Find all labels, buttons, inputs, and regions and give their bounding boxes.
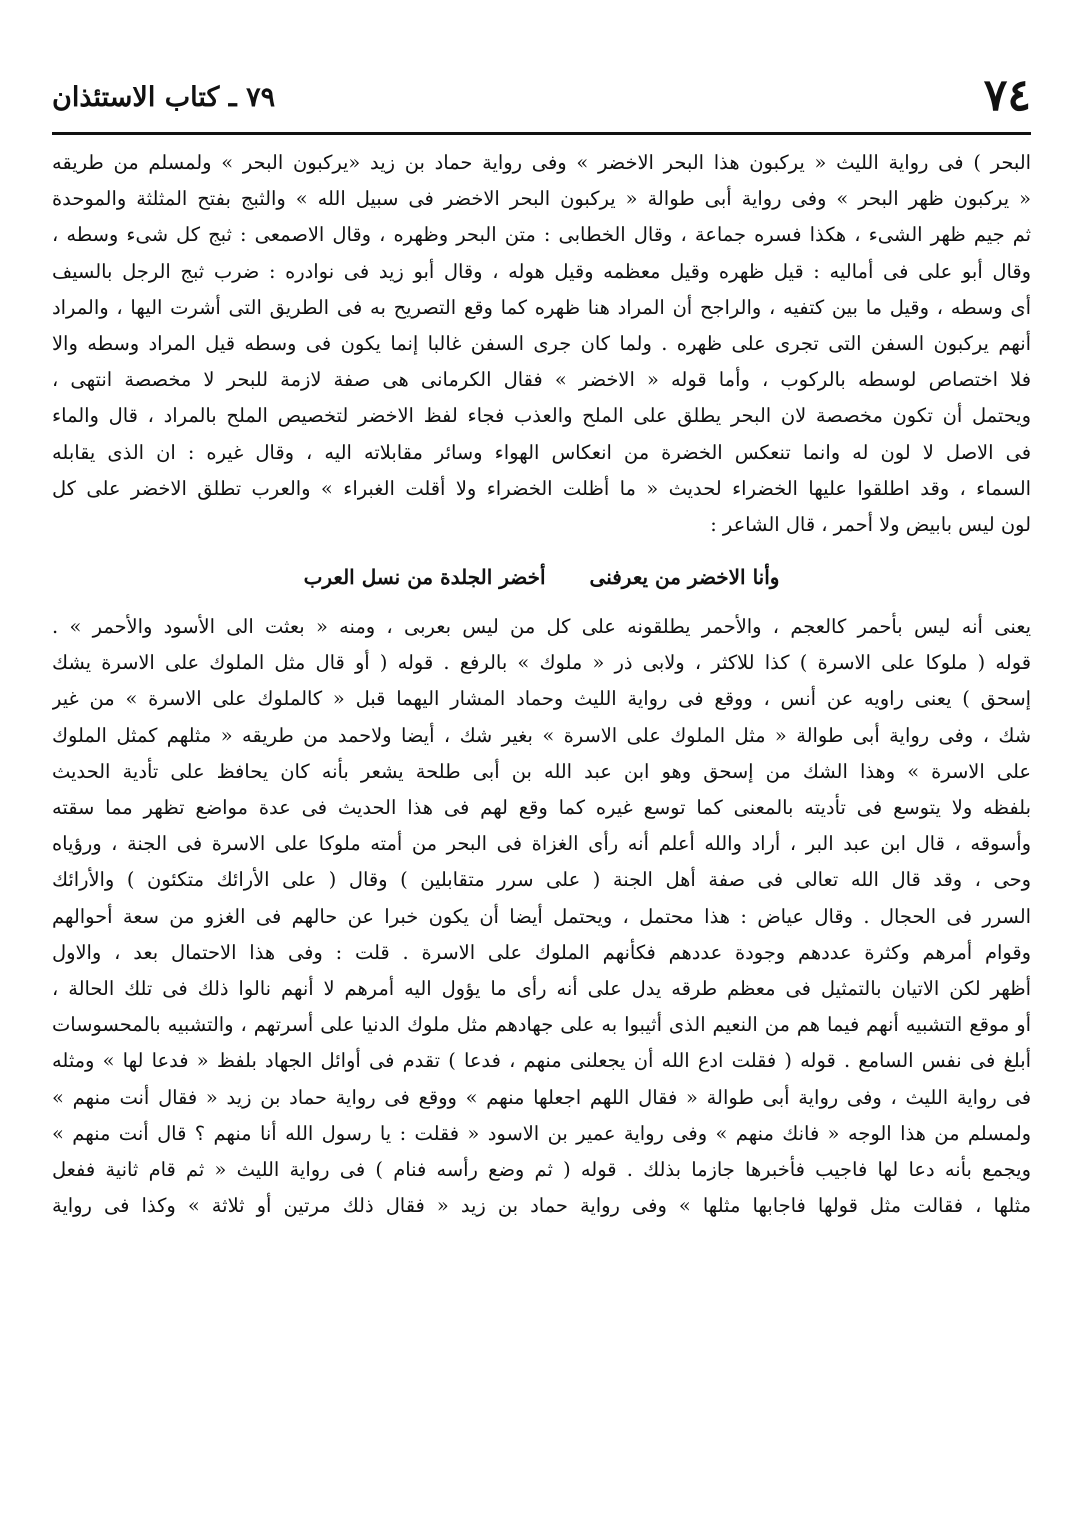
page-number: ٧٤ (983, 70, 1031, 121)
text-line: ويحتمل أن تكون مخصصة لان البحر يطلق على الملح والعذب فجاء لفظ الاخضر لتخصيص الملح بالمراد ، قال والماء (52, 404, 1031, 428)
page-header (52, 70, 1031, 135)
text-line: لون ليس بابيض ولا أحمر ، قال الشاعر : (710, 512, 1031, 536)
text-line: السرر فى الحجال . وقال عياض : هذا محتمل ، ويحتمل أيضا أن يكون خبرا عن حالهم فى الغزو من سعة أحوالهم (52, 904, 1031, 928)
text-line: وأسوقه ، قال ابن عبد البر ، أراد والله أعلم أنه رأى الغزاة فى البحر من أمته ملوكا على الاسرة فى الجنة ، ورؤياه (52, 832, 1031, 856)
text-line: السماء ، وقد اطلقوا عليها الخضراء لحديث « ما أظلت الخضراء ولا أقلت الغبراء » والعرب تطلق الاخضر على كل (52, 476, 1031, 500)
text-line: على الاسرة » وهذا الشك من إسحق وهو ابن عبد الله بن أبى طلحة يشعر بأنه كان يحافظ على تأدية الحديث (52, 759, 1031, 783)
poetry-verse (52, 559, 1031, 595)
text-line: فى رواية الليث ، وفى رواية أبى طوالة « فقال اللهم اجعلها منهم » ووقع فى رواية حماد بن زيد « فقال أنت منهم » (52, 1085, 1031, 1109)
text-line: شك ، وفى رواية أبى طوالة « مثل الملوك على الاسرة » بغير شك ، أيضا ولاحمد من طريقه « مثلهم كمثل الملوك (52, 723, 1031, 747)
text-line: إسحق ) يعنى راويه عن أنس ، ووقع فى رواية الليث وحماد المشار اليهما قبل « كالملوك على الاسرة » من غير (52, 687, 1031, 711)
commentary-paragraph-1 (52, 145, 1031, 543)
verse-hemistich-first: وأنا الاخضر من يعرفنى (589, 565, 780, 590)
text-line: فلا اختصاص لوسطه بالركوب ، وأما قوله « الاخضر » فقال الكرمانى هى صفة لازمة للبحر لا مخصصة انتهى ، (52, 368, 1031, 392)
text-line: وحى ، وقد قال الله تعالى فى صفة أهل الجنة ( على سرر متقابلين ) وقال ( على الأرائك متكئون ) والأرائك (52, 868, 1031, 892)
running-title: ٧٩ ـ كتاب الاستئذان (52, 82, 276, 113)
text-line: بلفظه ولا يتوسع فى تأديته بالمعنى كما توسع غيره كما وقع لهم فى هذا الحديث فى عدة مواضع تظهر مما سقته (52, 796, 1031, 819)
commentary-paragraph-2 (52, 609, 1031, 1224)
text-line: ويجمع بأنه دعا لها فاجيب فأخبرها جازما بذلك . قوله ( ثم وضع رأسه فنام ) فى رواية الليث « ثم قام ثانية ففعل (52, 1157, 1031, 1181)
text-line: قوله ( ملوكا على الاسرة ) كذا للاكثر ، ولابى ذر « ملوك » بالرفع . قوله ( أو قال مثل الملوك على الاسرة يشك (52, 651, 1031, 675)
text-line: « يركبون ظهر البحر » وفى رواية أبى طوالة « يركبون البحر الاخضر فى سبيل الله » والثبج بفتح المثلثة والموحدة (52, 187, 1031, 211)
text-line: مثلها ، فقالت مثل قولها فاجابها مثلها » وفى رواية حماد بن زيد « فقال ذلك مرتين أو ثلاثة » وكذا فى رواية (52, 1194, 1031, 1218)
text-line: أظهر لكن الاتيان بالتمثيل فى معظم طرقه يدل على أنه رأى ما يؤول اليه أمرهم لا أنهم نالوا ذلك فى تلك الحالة ، (52, 976, 1031, 1000)
text-line: ولمسلم من هذا الوجه « فانك منهم » وفى رواية عمير بن الاسود « فقلت : يا رسول الله أنا منهم ؟ قال أنت منهم » (52, 1121, 1031, 1145)
text-line: يعنى أنه ليس بأحمر كالعجم ، والأحمر يطلقونه على كل من ليس بعربى ، ومنه « بعثت الى الأسود والأحمر » . (52, 615, 1031, 639)
text-line: فى الاصل لا لون له وانما تنعكس الخضرة من انعكاس الهواء وسائر مقابلاته اليه ، وقال غيره : ان الذى يقابله (52, 440, 1031, 464)
text-line: وقوام أمرهم وكثرة عددهم وجودة عددهم فكأنهم الملوك على الاسرة . قلت : وفى هذا الاحتمال بعد ، والاول (52, 940, 1031, 964)
text-line: وقال أبو على فى أماليه : قيل ظهره وقيل معظمه وقيل هوله ، وقال أبو زيد فى نوادره : ضرب ثبج الرجل بالسيف (52, 259, 1031, 283)
text-line: أو موقع التشبيه أنهم فيما هم من النعيم الذى أثيبوا به على جهادهم مثل ملوك الدنيا على أسرتهم ، والتشبيه بالمحسوسات (52, 1013, 1031, 1037)
text-line: أى وسطه ، وقيل ما بين كتفيه ، والراجح أن المراد هنا ظهره كما وقع التصريح به فى الطريق التى أشرت اليها ، والمراد (52, 295, 1031, 319)
text-line: البحر ) فى رواية الليث « يركبون هذا البحر الاخضر » وفى رواية حماد بن زيد «يركبون البحر » ولمسلم من طريقه (52, 151, 1031, 174)
text-line: أبلغ فى نفس السامع . قوله ( فقلت ادع الله أن يجعلنى منهم ، فدعا ) تقدم فى أوائل الجهاد بلفظ « فدعا لها » ومثله (52, 1049, 1031, 1073)
text-line: أنهم يركبون السفن التى تجرى على ظهره . ولما كان جرى السفن غالبا إنما يكون فى وسطه قيل المراد وسطه والا (52, 331, 1031, 355)
verse-hemistich-second: أخضر الجلدة من نسل العرب (303, 565, 546, 590)
text-line: ثم جيم ظهر الشىء ، هكذا فسره جماعة ، وقال الخطابى : متن البحر وظهره ، وقال الاصمعى : ثبج كل شىء وسطه ، (52, 223, 1031, 247)
